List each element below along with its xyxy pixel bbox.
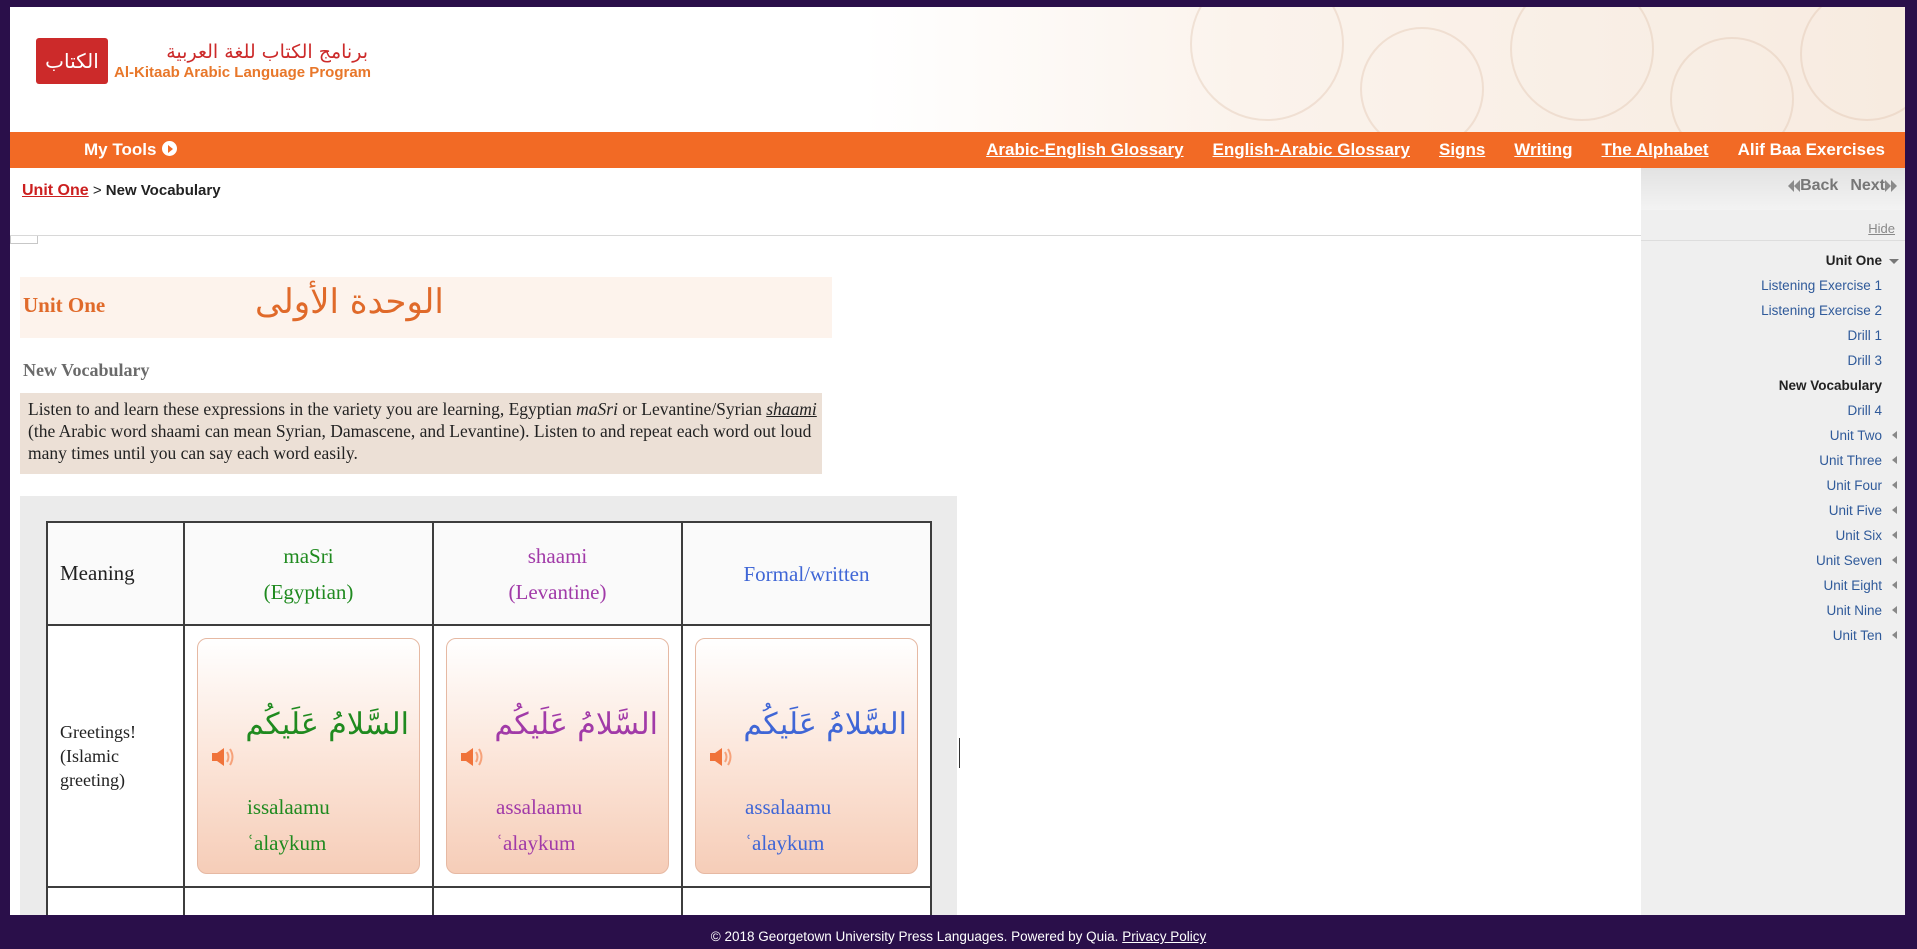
vocab-table <box>46 521 932 915</box>
sidebar-item-unit-nine[interactable] <box>1641 598 1905 623</box>
sidebar-item-listening-exercise-1[interactable] <box>1641 273 1905 298</box>
sidebar-item-label: Listening Exercise 1 <box>1761 278 1882 293</box>
header-shaami <box>433 522 682 625</box>
sidebar-item-listening-exercise-2[interactable] <box>1641 298 1905 323</box>
sidebar-item-label: Unit Six <box>1835 528 1882 543</box>
nav-link-arabic-english-glossary[interactable]: Arabic-English Glossary <box>986 140 1184 159</box>
instructions-text: or Levantine/Syrian <box>617 399 767 419</box>
transliteration-line-1: assalaamu <box>745 795 832 819</box>
transliteration <box>745 789 831 861</box>
pager-controls <box>1788 177 1897 195</box>
meaning-cell: Greetings! (Islamic greeting) <box>47 625 184 887</box>
masri-cell <box>184 887 433 915</box>
logo-emblem-text: الكتاب <box>45 49 99 73</box>
instructions-box <box>20 393 822 474</box>
sidebar-item-label: Unit Ten <box>1832 628 1882 643</box>
vocab-card-shaami <box>446 638 669 874</box>
section-title: New Vocabulary <box>23 360 150 380</box>
nav-link-signs[interactable]: Signs <box>1439 140 1486 159</box>
chevron-down-icon <box>1889 259 1899 264</box>
header-masri-name: maSri <box>283 543 334 568</box>
table-row <box>47 625 931 887</box>
sidebar-list <box>1641 248 1905 648</box>
speaker-icon[interactable] <box>708 746 734 768</box>
sidebar-item-label: Unit Three <box>1819 453 1882 468</box>
formal-cell <box>682 887 931 915</box>
header-ornament <box>1190 7 1344 121</box>
vocab-table-wrapper <box>20 496 957 915</box>
sidebar-item-unit-six[interactable] <box>1641 523 1905 548</box>
sidebar-item-label: Unit One <box>1825 253 1882 268</box>
nav-link-writing[interactable]: Writing <box>1514 140 1573 159</box>
page-frame <box>10 7 1905 915</box>
table-row <box>47 887 931 915</box>
sidebar-item-label: Unit Five <box>1828 503 1882 518</box>
nav-links <box>986 132 1885 168</box>
chevron-left-icon <box>1892 506 1897 514</box>
instructions-shaami: shaami <box>766 399 817 419</box>
chevron-left-icon <box>1892 631 1897 639</box>
logo-english-text: Al-Kitaab Arabic Language Program <box>114 64 371 81</box>
sidebar-item-label: Drill 3 <box>1847 353 1882 368</box>
sidebar-item-unit-three[interactable] <box>1641 448 1905 473</box>
instructions-masri: maSri <box>576 399 618 419</box>
breadcrumb-unit-link[interactable]: Unit One <box>22 182 89 199</box>
content-pane <box>10 236 1624 915</box>
footer <box>0 929 1917 944</box>
next-arrow-icon <box>1891 180 1897 192</box>
sidebar-item-unit-two[interactable] <box>1641 423 1905 448</box>
transliteration-line-2: ʿalaykum <box>496 831 576 855</box>
header-shaami-name: shaami <box>527 543 588 568</box>
chevron-left-icon <box>1892 581 1897 589</box>
sidebar-item-label: Unit Two <box>1829 428 1882 443</box>
sidebar-item-label: Unit Nine <box>1826 603 1882 618</box>
transliteration <box>496 789 582 861</box>
breadcrumb <box>22 182 221 200</box>
shaami-cell <box>433 625 682 887</box>
next-button[interactable] <box>1850 177 1897 195</box>
nav-link-the-alphabet[interactable]: The Alphabet <box>1601 140 1709 159</box>
header-ornament <box>1360 27 1484 132</box>
sidebar-item-label: Unit Four <box>1826 478 1882 493</box>
nav-link-alif-baa-exercises[interactable]: Alif Baa Exercises <box>1737 140 1885 159</box>
logo-emblem[interactable] <box>36 38 108 84</box>
sidebar-item-drill-4[interactable] <box>1641 398 1905 423</box>
logo-arabic-text: برنامج الكتاب للغة العربية <box>166 41 368 63</box>
footer-text: © 2018 Georgetown University Press Languages. Powered by Quia. <box>710 929 1119 944</box>
vocab-card-formal <box>695 638 918 874</box>
transliteration-line-1: issalaamu <box>247 795 330 819</box>
transliteration-line-2: ʿalaykum <box>745 831 825 855</box>
collapse-tab[interactable] <box>10 236 38 244</box>
sidebar-item-unit-seven[interactable] <box>1641 548 1905 573</box>
masri-cell <box>184 625 433 887</box>
arabic-word: السَّلامُ عَلَيكُم <box>743 707 907 742</box>
header-masri <box>184 522 433 625</box>
header-ornament <box>1510 7 1654 121</box>
nav-link-english-arabic-glossary[interactable]: English-Arabic Glossary <box>1212 140 1410 159</box>
sidebar-divider <box>1641 240 1905 241</box>
transliteration <box>247 789 330 861</box>
back-label: Back <box>1800 177 1839 194</box>
unit-title-arabic: الوحدة الأولى <box>255 282 444 322</box>
unit-banner <box>20 277 832 338</box>
sidebar-item-new-vocabulary[interactable] <box>1641 373 1905 398</box>
arabic-word: السَّلامُ عَلَيكُم <box>245 707 409 742</box>
header-ornament <box>1800 7 1905 121</box>
shaami-cell <box>433 887 682 915</box>
breadcrumb-separator: > <box>92 182 102 199</box>
site-header <box>10 7 1905 132</box>
instructions-text: (the Arabic word shaami can mean Syrian, Damascene, and Levantine). Listen to and repeat each word out loud many times until you can say each word easily. <box>28 421 812 463</box>
chevron-left-icon <box>1892 531 1897 539</box>
my-tools-label: My Tools <box>84 140 157 159</box>
chevron-left-icon <box>1892 431 1897 439</box>
chevron-left-icon <box>1892 606 1897 614</box>
header-masri-sub: (Egyptian) <box>263 579 354 604</box>
breadcrumb-bar <box>10 168 1641 236</box>
header-meaning: Meaning <box>47 522 184 625</box>
sidebar-item-drill-1[interactable] <box>1641 323 1905 348</box>
breadcrumb-current: New Vocabulary <box>105 182 221 199</box>
chevron-left-icon <box>1892 481 1897 489</box>
sidebar-item-label: Listening Exercise 2 <box>1761 303 1882 318</box>
speaker-icon[interactable] <box>459 746 485 768</box>
header-shaami-sub: (Levantine) <box>508 579 607 604</box>
transliteration-line-1: assalaamu <box>496 795 583 819</box>
sidebar-item-unit-eight[interactable] <box>1641 573 1905 598</box>
main-nav <box>10 132 1905 168</box>
sidebar <box>1641 168 1905 915</box>
sidebar-item-label: Unit Seven <box>1815 553 1882 568</box>
privacy-policy-link[interactable]: Privacy Policy <box>1122 929 1207 944</box>
sidebar-item-unit-one[interactable] <box>1641 248 1905 273</box>
back-button[interactable] <box>1788 177 1838 195</box>
text-cursor <box>959 738 960 768</box>
chevron-left-icon <box>1892 456 1897 464</box>
next-label: Next <box>1850 177 1885 194</box>
sidebar-item-label: Drill 1 <box>1847 328 1882 343</box>
sidebar-item-unit-four[interactable] <box>1641 473 1905 498</box>
sidebar-item-drill-3[interactable] <box>1641 348 1905 373</box>
formal-cell <box>682 625 931 887</box>
unit-title-english: Unit One <box>23 293 106 317</box>
sidebar-pager <box>1641 168 1905 210</box>
play-circle-icon <box>162 141 177 156</box>
transliteration-line-2: ʿalaykum <box>247 831 327 855</box>
header-formal: Formal/written <box>682 522 931 625</box>
table-header-row <box>47 522 931 625</box>
header-ornament <box>1670 37 1794 132</box>
sidebar-item-unit-five[interactable] <box>1641 498 1905 523</box>
sidebar-item-label: Unit Eight <box>1823 578 1882 593</box>
my-tools-button[interactable] <box>84 132 177 168</box>
chevron-left-icon <box>1892 556 1897 564</box>
vocab-card-masri <box>197 638 420 874</box>
arabic-word: السَّلامُ عَلَيكُم <box>494 707 658 742</box>
speaker-icon[interactable] <box>210 746 236 768</box>
sidebar-item-label: Drill 4 <box>1847 403 1882 418</box>
hide-sidebar-link[interactable]: Hide <box>1868 221 1895 236</box>
instructions-text: Listen to and learn these expressions in the variety you are learning, Egyptian <box>28 399 577 419</box>
meaning-cell <box>47 887 184 915</box>
sidebar-item-unit-ten[interactable] <box>1641 623 1905 648</box>
sidebar-item-label: New Vocabulary <box>1778 378 1882 393</box>
